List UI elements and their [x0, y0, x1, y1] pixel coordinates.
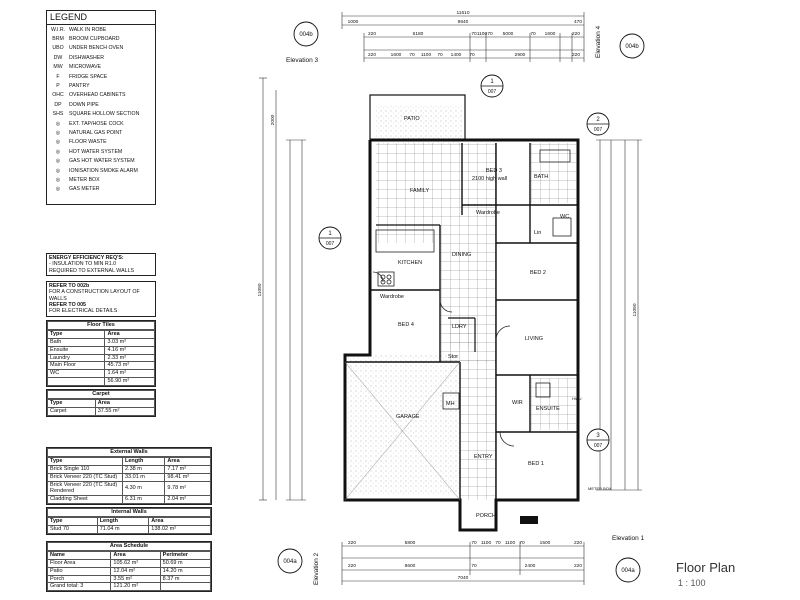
external-walls-title: External Walls [47, 448, 211, 457]
room-label-stor: Stor [448, 354, 459, 360]
room-label-kitchen: KITCHEN [398, 260, 423, 266]
meter-box-label: METER BOX [588, 486, 612, 491]
elevation-2-label: Elevation 2 [313, 552, 320, 585]
cell: 4.16 m² [105, 346, 155, 354]
dim-text: 2900 [514, 53, 526, 58]
legend-text: UNDER BENCH OVEN [69, 45, 124, 52]
dim-text: 1000 [347, 20, 359, 25]
family-tile-fill [376, 143, 496, 243]
cell: Laundry [48, 354, 105, 362]
legend-text: MICROWAVE [69, 64, 101, 71]
manhole-label: MH [446, 401, 455, 407]
dim-text: 70 [409, 53, 415, 58]
elevation-1-label: Elevation 1 [612, 535, 645, 542]
energy-note-line: REQUIRED TO EXTERNAL WALLS [49, 267, 135, 274]
col-header: Type [48, 399, 96, 407]
patio-fill [376, 106, 462, 144]
cell: 9.78 m² [165, 481, 211, 496]
cell: Brick Veneer 220 (TC Stud) Rendered [48, 481, 123, 496]
cell: Carpet [48, 407, 96, 415]
cell: 33.01 m [123, 473, 165, 481]
cell: 37.55 m² [95, 407, 154, 415]
refer-line: FOR ELECTRICAL DETAILS [49, 308, 118, 315]
carpet-title: Carpet [47, 390, 155, 399]
legend-text: OVERHEAD CABINETS [69, 92, 126, 99]
dim-text: 1400 [450, 53, 462, 58]
dim-top-overall: 11610 [456, 11, 470, 16]
ensuite-tile-fill [530, 378, 576, 430]
legend-code: ◎ [55, 167, 61, 174]
dim-text: 220 [571, 32, 581, 37]
section-marker-sheet: 007 [487, 89, 497, 95]
legend-code: ◎ [55, 158, 61, 165]
section-marker-sheet: 007 [593, 443, 603, 449]
col-header: Name [48, 551, 111, 559]
dim-text: 70 [487, 32, 493, 37]
section-marker-number: 2 [596, 117, 600, 123]
col-header: Area [95, 399, 154, 407]
dim-text: 1100 [476, 32, 488, 37]
floor-tiles-title: Floor Tiles [47, 321, 155, 330]
dim-text: 1100 [480, 541, 492, 546]
room-label-dining: DINING [452, 252, 472, 258]
hwu-label: HWU [572, 396, 582, 401]
room-label-living: LIVING [525, 336, 544, 342]
section-marker-number: 3 [596, 433, 600, 439]
legend-text: FRIDGE SPACE [69, 73, 108, 80]
wardrobe-label: Wardrobe [476, 210, 500, 216]
legend-text: FLOOR WASTE [69, 139, 107, 146]
legend-code: SHS [52, 111, 64, 118]
cell: Porch [48, 575, 111, 583]
dim-text: 220 [571, 53, 581, 58]
meter-box-symbol [520, 516, 538, 524]
dim-text: 70 [469, 53, 475, 58]
cell: Grand total: 3 [48, 583, 111, 591]
cell: 138.02 m² [149, 525, 211, 533]
dim-bottom-overall: 7040 [457, 576, 469, 581]
legend-code: ◎ [55, 186, 61, 193]
dim-text: 6180 [412, 32, 424, 37]
elevation-3-label: Elevation 3 [286, 57, 319, 64]
wall-note: 2100 high wall [472, 176, 508, 182]
cell: Main Floor [48, 362, 105, 370]
section-ref-004a: 004a [621, 568, 635, 574]
section-marker-number: 1 [328, 231, 332, 237]
cell: WC [48, 370, 105, 378]
dim-text: 470 [573, 20, 583, 25]
cell: 2.38 m [123, 465, 165, 473]
cell: 2.33 m² [105, 354, 155, 362]
section-marker-sheet: 007 [593, 127, 603, 133]
cell: Patio [48, 567, 111, 575]
col-header: Type [48, 517, 98, 525]
refer-line: FOR A CONSTRUCTION LAYOUT OF [49, 289, 140, 296]
dim-text: 2000 [271, 114, 276, 126]
cell: 14.20 m [160, 567, 210, 575]
legend-code: BRM [52, 36, 64, 43]
col-header: Area [165, 457, 211, 465]
dim-text: 1600 [544, 32, 556, 37]
drawing-scale: 1 : 100 [678, 578, 706, 588]
room-label-wir: WIR [512, 400, 523, 406]
legend-text: SQUARE HOLLOW SECTION [69, 111, 140, 118]
legend-text: GAS METER [69, 186, 100, 193]
entry-tile-fill [460, 360, 496, 500]
room-label-entry: ENTRY [474, 454, 493, 460]
dim-text: 70 [471, 541, 477, 546]
section-marker-sheet: 007 [325, 241, 335, 247]
legend-code: ◎ [55, 148, 61, 155]
legend-code: ◎ [55, 139, 61, 146]
cell: 3.03 m² [105, 338, 155, 346]
dim-text: 220 [367, 32, 377, 37]
legend-text: METER BOX [69, 176, 100, 183]
cell: 6.31 m [123, 496, 165, 504]
drawing-title: Floor Plan [676, 560, 736, 575]
dim-text: 5800 [404, 541, 416, 546]
legend-code: DW [53, 54, 63, 61]
elevation-4-label: Elevation 4 [595, 25, 602, 58]
legend-code: F [56, 73, 60, 80]
room-label-ldry: LDRY [452, 324, 467, 330]
room-label-linen: Lin [534, 230, 542, 236]
dim-text: 8600 [404, 564, 416, 569]
cell: Brick Veneer 220 (TC Stud) [48, 473, 123, 481]
cell: Cladding Sheet [48, 496, 123, 504]
cell: 12.04 m² [111, 567, 160, 575]
cell: Ensuite [48, 346, 105, 354]
dim-text: 220 [347, 564, 357, 569]
col-header: Length [123, 457, 165, 465]
legend-text: NATURAL GAS POINT [69, 129, 123, 136]
room-label-garage: GARAGE [396, 414, 420, 420]
cell: 98.41 m² [165, 473, 211, 481]
dim-text: 1100 [504, 541, 516, 546]
cell: 7.17 m² [165, 465, 211, 473]
legend-text: IONISATION SMOKE ALARM [69, 167, 138, 174]
room-label-bed4: BED 4 [398, 322, 414, 328]
dim-text: 70 [437, 53, 443, 58]
col-header: Area [105, 330, 155, 338]
bath-tile-fill [530, 143, 576, 203]
room-label-bed1: BED 1 [528, 461, 544, 467]
legend-code: DP [54, 101, 62, 108]
dim-text: 70 [471, 564, 477, 569]
cell: Stud 70 [48, 525, 98, 533]
section-marker-number: 1 [490, 79, 494, 85]
section-ref-004b: 004b [299, 32, 313, 38]
dim-text: 70 [519, 541, 525, 546]
total-cell: 56.90 m² [105, 378, 155, 386]
cell: 50.69 m [160, 559, 210, 567]
legend-text: DOWN PIPE [69, 101, 99, 108]
cell: 45.73 m² [105, 362, 155, 370]
legend-text: BROOM CUPBOARD [69, 36, 120, 43]
legend-code: MW [53, 64, 63, 71]
legend-code: ◎ [55, 120, 61, 127]
dim-text: 220 [573, 541, 583, 546]
col-header: Type [48, 457, 123, 465]
cell: 1.64 m² [105, 370, 155, 378]
dim-text: 9840 [457, 20, 469, 25]
room-label-bed3: BED 3 [486, 168, 502, 174]
room-label-ensuite: ENSUITE [536, 406, 560, 412]
cell: 4.30 m [123, 481, 165, 496]
legend-text: HOT WATER SYSTEM [69, 148, 123, 155]
refer-line: WALLS [49, 295, 67, 302]
room-label-wc: WC [560, 214, 570, 220]
energy-note-title: ENERGY EFFICIENCY REQ'S: [49, 255, 124, 261]
room-label-patio: PATIO [404, 116, 420, 122]
col-header: Type [48, 330, 105, 338]
dim-text: 220 [347, 541, 357, 546]
cell: 3.55 m² [111, 575, 160, 583]
room-label-family: FAMILY [410, 188, 430, 194]
dim-text: 1500 [539, 541, 551, 546]
room-label-bath: BATH [534, 174, 549, 180]
section-ref-004a: 004a [283, 559, 297, 565]
cell: 121.20 m² [111, 583, 160, 591]
refer-line: REFER TO 005 [49, 302, 86, 309]
legend-code: UBO [52, 45, 64, 52]
legend-text: EXT. TAP/HOSE COCK [69, 120, 124, 127]
dim-text: 1100 [420, 53, 432, 58]
legend-code: P [56, 83, 60, 90]
energy-note-line: - INSULATION TO MIN R1.0 [49, 261, 117, 268]
cell: Bath [48, 338, 105, 346]
legend-text: WALK IN ROBE [69, 26, 107, 33]
legend-code: ◎ [55, 129, 61, 136]
cell: 105.62 m² [111, 559, 160, 567]
dim-text: 1600 [390, 53, 402, 58]
cell: 8.37 m [160, 575, 210, 583]
legend-text: GAS HOT WATER SYSTEM [69, 158, 135, 165]
internal-walls-title: Internal Walls [47, 508, 211, 517]
dim-text: 2400 [524, 564, 536, 569]
dim-text: 70 [495, 541, 501, 546]
legend-code: ◎ [55, 176, 61, 183]
area-schedule-title: Area Schedule [47, 542, 211, 551]
dim-left-overall: 11090 [258, 283, 263, 297]
section-ref-004b: 004b [625, 44, 639, 50]
cell: 2.04 m² [165, 496, 211, 504]
refer-line: REFER TO 002b [49, 283, 90, 289]
cell: Brick Single 110 [48, 465, 123, 473]
dim-text: 220 [573, 564, 583, 569]
wardrobe-label: Wardrobe [380, 294, 404, 300]
garage-fill [345, 355, 460, 495]
legend-code: W.I.R. [50, 26, 66, 33]
cell: 71.04 m [97, 525, 149, 533]
cell: Floor Area [48, 559, 111, 567]
legend-title: LEGEND [47, 11, 155, 25]
dim-right-overall: 11090 [633, 303, 638, 317]
col-header: Area [149, 517, 211, 525]
dim-text: 5000 [502, 32, 514, 37]
legend-text: DISHWASHER [69, 54, 104, 61]
legend-text: PANTRY [69, 83, 90, 90]
room-label-bed2: BED 2 [530, 270, 546, 276]
dim-text: 70 [471, 32, 477, 37]
col-header: Area [111, 551, 160, 559]
col-header: Perimeter [160, 551, 210, 559]
dim-text: 220 [367, 53, 377, 58]
legend-code: OHC [52, 92, 64, 99]
col-header: Length [97, 517, 149, 525]
dim-text: 70 [530, 32, 536, 37]
room-label-porch: PORCH [476, 513, 496, 519]
